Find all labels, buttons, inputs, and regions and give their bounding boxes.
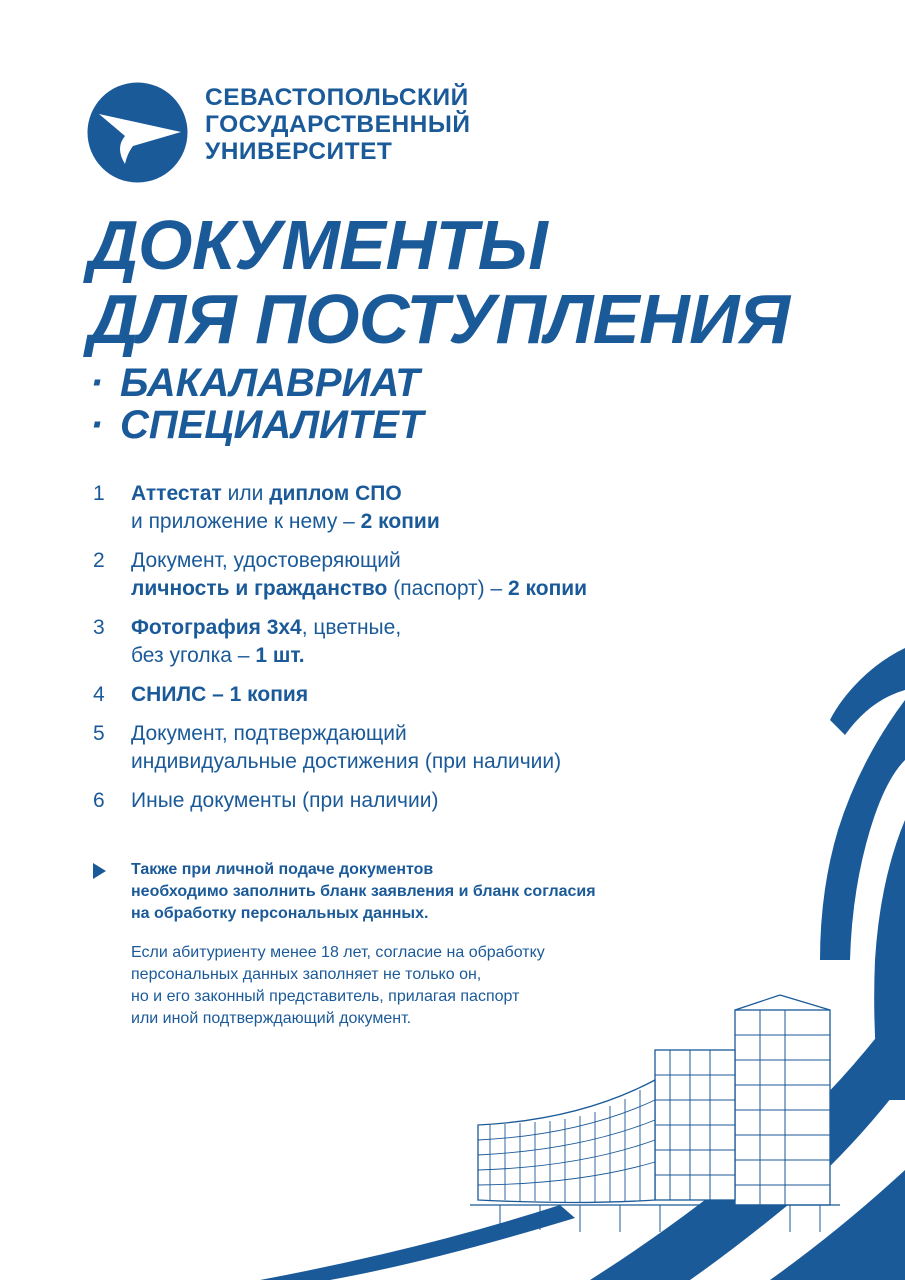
stripe-mid [820, 700, 905, 960]
bullet-icon: · [90, 361, 104, 405]
university-name-line: ГОСУДАРСТВЕННЫЙ [205, 111, 471, 138]
document-text-line [131, 787, 438, 815]
document-item [93, 614, 713, 670]
document-text [131, 547, 587, 603]
document-text-bold: 2 копии [508, 577, 588, 600]
document-list [93, 480, 713, 826]
document-text-regular: Иные документы (при наличии) [131, 789, 439, 812]
stripe-lower [590, 1000, 905, 1280]
bullet-icon: · [90, 403, 104, 447]
document-item [93, 720, 713, 776]
university-logo [85, 80, 190, 185]
page-title-line: ДЛЯ ПОСТУПЛЕНИЯ [88, 280, 790, 358]
note-bold-text [131, 859, 596, 925]
program-item [90, 362, 423, 404]
document-text-bold: Аттестат [131, 482, 222, 505]
document-text [131, 787, 438, 815]
document-text-line [131, 720, 561, 748]
play-arrow-icon [93, 863, 106, 879]
document-number: 2 [93, 549, 105, 572]
university-name-line: СЕВАСТОПОЛЬСКИЙ [205, 84, 469, 111]
document-text-regular: Документ, подтверждающий [131, 722, 407, 745]
document-text-line [131, 480, 440, 508]
note-line: необходимо заполнить бланк заявления и бланк согласия [131, 883, 596, 900]
document-text [131, 614, 401, 670]
document-text-bold: 2 копии [360, 510, 440, 533]
document-item [93, 547, 713, 603]
document-text-bold: Фотография 3х4 [131, 616, 302, 639]
document-text-line [131, 614, 401, 642]
document-text-regular: индивидуальные достижения (при наличии) [131, 750, 562, 773]
document-text-line [131, 575, 587, 603]
document-text-line [131, 681, 308, 709]
document-text-line [131, 748, 561, 776]
note-regular-text [131, 942, 545, 1030]
program-item [90, 404, 423, 446]
document-text-regular: и приложение к нему – [131, 510, 361, 533]
program-label: БАКАЛАВРИАТ [120, 361, 420, 405]
document-text-bold: СНИЛС – 1 копия [131, 683, 309, 706]
stripe-corner [770, 1170, 905, 1280]
stripe-right [874, 820, 905, 1100]
university-name-line: УНИВЕРСИТЕТ [205, 138, 393, 165]
document-number: 4 [93, 683, 105, 706]
page-title [88, 208, 790, 356]
stripe-bottom [260, 1205, 575, 1280]
document-text [131, 681, 308, 709]
note-line: на обработку персональных данных. [131, 905, 429, 922]
document-text-line [131, 547, 587, 575]
document-text [131, 720, 561, 776]
program-label: СПЕЦИАЛИТЕТ [120, 403, 424, 447]
document-text-bold: диплом СПО [269, 482, 402, 505]
document-text-bold: 1 шт. [255, 644, 305, 667]
program-list [90, 362, 423, 446]
document-number: 3 [93, 616, 105, 639]
stripe-top [830, 648, 905, 735]
note-line: Также при личной подаче документов [131, 861, 434, 878]
document-text-regular: или [221, 482, 270, 505]
page-title-line: ДОКУМЕНТЫ [88, 206, 548, 284]
university-name [205, 84, 470, 165]
document-text-bold: личность и гражданство [131, 577, 388, 600]
building-illustration [470, 995, 840, 1232]
note-line: Если абитуриенту менее 18 лет, согласие на обработку [131, 944, 545, 961]
document-text-line [131, 508, 440, 536]
document-item [93, 787, 713, 815]
document-item [93, 480, 713, 536]
document-text [131, 480, 440, 536]
document-number: 6 [93, 789, 105, 812]
document-item [93, 681, 713, 709]
document-text-line [131, 642, 401, 670]
note-line: персональных данных заполняет не только он, [131, 966, 482, 983]
document-text-regular: , цветные, [301, 616, 402, 639]
note-line: но и его законный представитель, прилагая паспорт [131, 988, 520, 1005]
document-number: 5 [93, 722, 105, 745]
document-text-regular: (паспорт) – [387, 577, 508, 600]
document-number: 1 [93, 482, 105, 505]
note-line: или иной подтверждающий документ. [131, 1010, 412, 1027]
document-text-regular: Документ, удостоверяющий [131, 549, 401, 572]
document-text-regular: без уголка – [131, 644, 256, 667]
